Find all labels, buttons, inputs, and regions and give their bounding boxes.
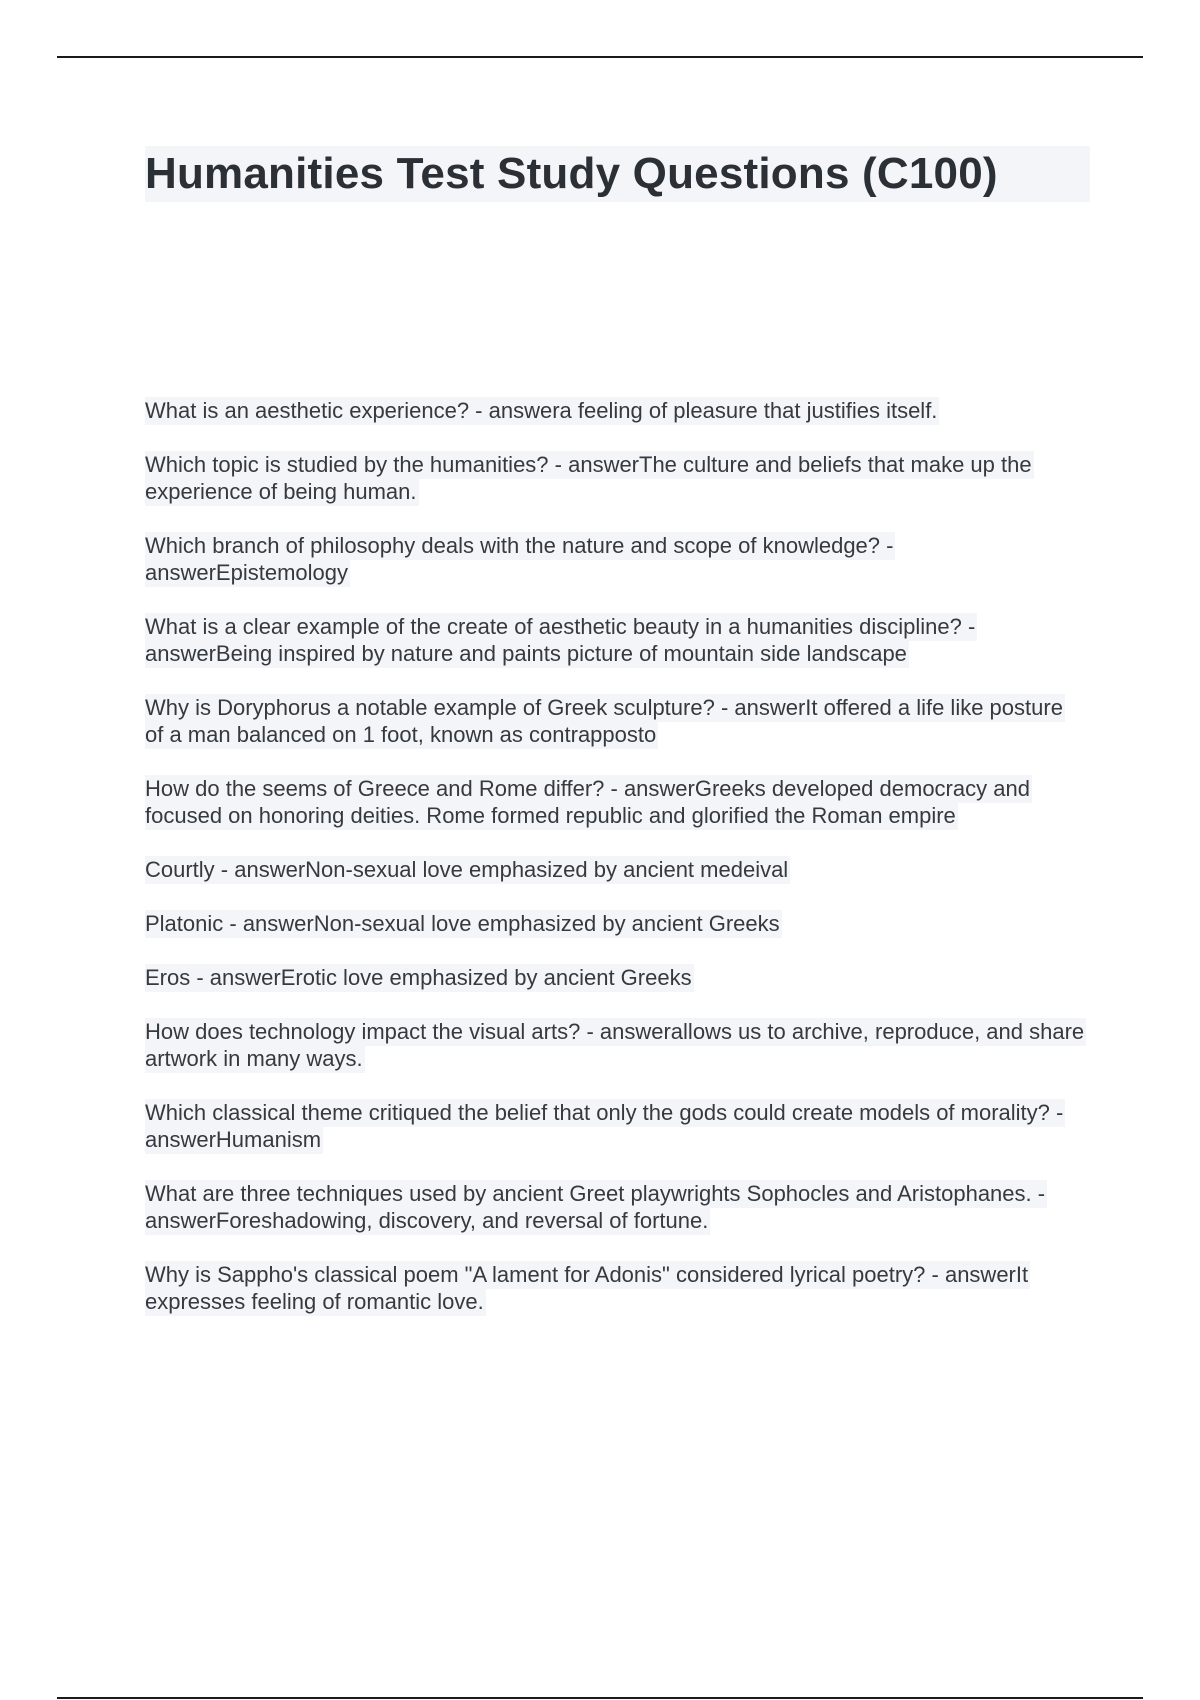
qa-text: Eros - answerErotic love emphasized by ancient Greeks xyxy=(145,965,692,990)
qa-text: What is a clear example of the create of aesthetic beauty in a humanities discipline? - answerBeing inspired by nature and paints picture of mountain side landscape xyxy=(145,614,976,666)
qa-item xyxy=(145,613,1085,667)
qa-item xyxy=(145,910,1085,937)
qa-text: Which topic is studied by the humanities? - answerThe culture and beliefs that make up the experience of being human. xyxy=(145,452,1032,504)
top-rule xyxy=(57,56,1143,58)
qa-item xyxy=(145,451,1085,505)
qa-text: Platonic - answerNon-sexual love emphasized by ancient Greeks xyxy=(145,911,780,936)
page-title: Humanities Test Study Questions (C100) xyxy=(145,149,998,198)
qa-item xyxy=(145,532,1085,586)
qa-item xyxy=(145,1099,1085,1153)
qa-item xyxy=(145,397,1085,424)
qa-item xyxy=(145,775,1085,829)
title-block xyxy=(145,146,1090,202)
bottom-rule xyxy=(57,1697,1143,1699)
qa-text: How do the seems of Greece and Rome differ? - answerGreeks developed democracy and focused on honoring deities. Rome formed republic and glorified the Roman empire xyxy=(145,776,1030,828)
qa-text: Courtly - answerNon-sexual love emphasized by ancient medeival xyxy=(145,857,789,882)
qa-item xyxy=(145,1180,1085,1234)
qa-text: Why is Sappho's classical poem "A lament for Adonis" considered lyrical poetry? - answerIt expresses feeling of romantic love. xyxy=(145,1262,1029,1314)
qa-text: Why is Doryphorus a notable example of Greek sculpture? - answerIt offered a life like posture of a man balanced on 1 foot, known as contrapposto xyxy=(145,695,1063,747)
qa-list xyxy=(145,397,1085,1342)
qa-text: Which branch of philosophy deals with the nature and scope of knowledge? - answerEpistemology xyxy=(145,533,894,585)
qa-item xyxy=(145,694,1085,748)
qa-text: What are three techniques used by ancient Greet playwrights Sophocles and Aristophanes. - answerForeshadowing, discovery, and reversal of fortune. xyxy=(145,1181,1046,1233)
qa-item xyxy=(145,1018,1085,1072)
qa-text: What is an aesthetic experience? - answera feeling of pleasure that justifies itself. xyxy=(145,398,938,423)
qa-item xyxy=(145,964,1085,991)
qa-item xyxy=(145,1261,1085,1315)
qa-text: Which classical theme critiqued the belief that only the gods could create models of morality? - answerHumanism xyxy=(145,1100,1064,1152)
qa-item xyxy=(145,856,1085,883)
qa-text: How does technology impact the visual arts? - answerallows us to archive, reproduce, and share artwork in many ways. xyxy=(145,1019,1085,1071)
